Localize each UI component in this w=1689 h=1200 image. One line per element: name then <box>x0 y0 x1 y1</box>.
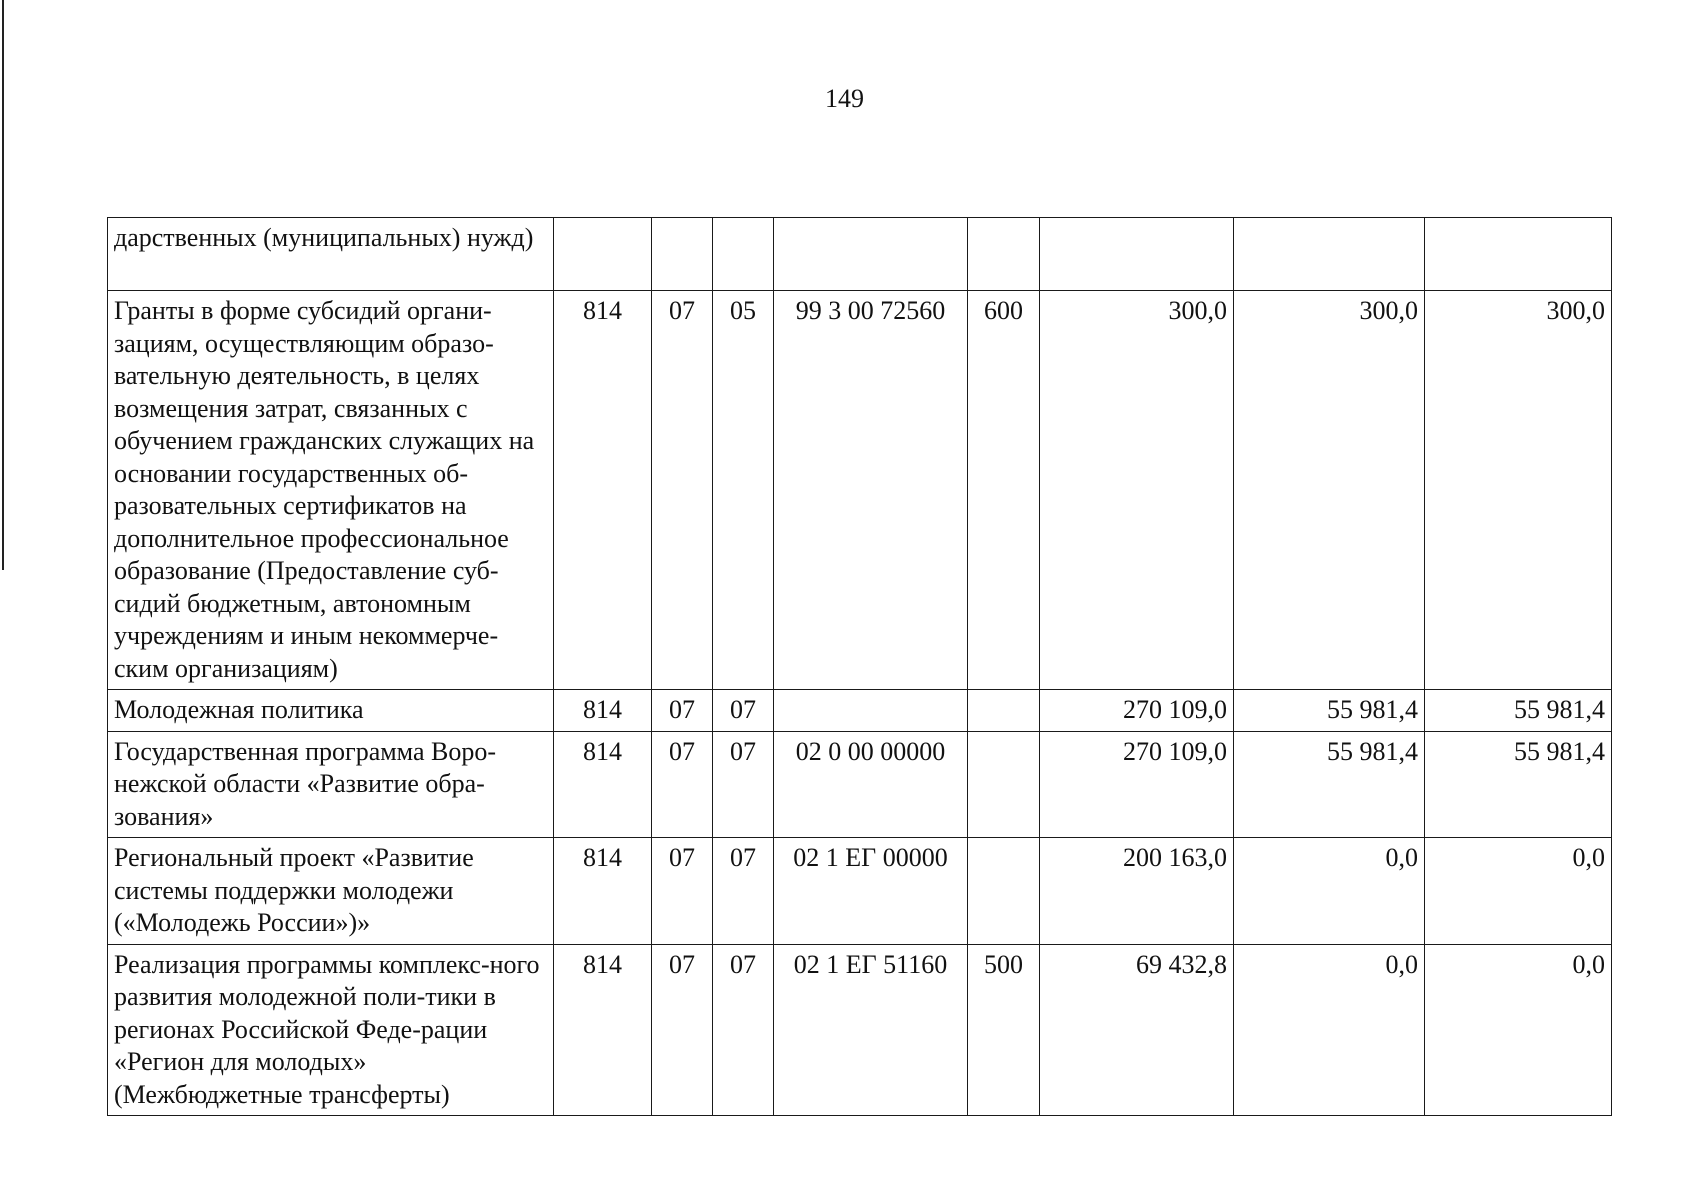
grbs-code <box>554 218 652 291</box>
page-number: 149 <box>825 84 864 113</box>
target-article-code: 99 3 00 72560 <box>774 291 968 690</box>
grbs-code: 814 <box>554 731 652 838</box>
section-code: 07 <box>652 731 713 838</box>
row-name: дарственных (муниципальных) нужд) <box>108 218 554 291</box>
target-article-code: 02 1 ЕГ 00000 <box>774 838 968 945</box>
target-article-code <box>774 218 968 291</box>
subsection-code: 07 <box>713 690 774 732</box>
amount-year-1 <box>1040 218 1234 291</box>
expense-type-code <box>968 690 1040 732</box>
row-name: Региональный проект «Развитие системы поддержки молодежи («Молодежь России»)» <box>108 838 554 945</box>
expense-type-code <box>968 731 1040 838</box>
expense-type-code: 500 <box>968 944 1040 1116</box>
amount-year-2: 0,0 <box>1234 944 1425 1116</box>
section-code: 07 <box>652 690 713 732</box>
row-name: Гранты в форме субсидий органи-зациям, осуществляющим образо-вательную деятельность, в целях возмещения затрат, связанных с обучением гражданских служащих на основании государственных об-разовательных сертификатов на дополнительное профессиональное образование (Предоставление суб-сидий бюджетным, автономным учреждениям и иным некоммерче-ским организациям) <box>108 291 554 690</box>
grbs-code: 814 <box>554 690 652 732</box>
amount-year-2: 55 981,4 <box>1234 690 1425 732</box>
amount-year-2: 300,0 <box>1234 291 1425 690</box>
table-row <box>108 731 1612 838</box>
amount-year-1: 300,0 <box>1040 291 1234 690</box>
subsection-code <box>713 218 774 291</box>
amount-year-3: 0,0 <box>1425 944 1612 1116</box>
amount-year-2: 55 981,4 <box>1234 731 1425 838</box>
table-row <box>108 218 1612 291</box>
amount-year-2 <box>1234 218 1425 291</box>
section-code <box>652 218 713 291</box>
amount-year-2: 0,0 <box>1234 838 1425 945</box>
amount-year-3: 300,0 <box>1425 291 1612 690</box>
subsection-code: 07 <box>713 731 774 838</box>
grbs-code: 814 <box>554 291 652 690</box>
subsection-code: 07 <box>713 838 774 945</box>
row-name: Реализация программы комплекс-ного развития молодежной поли-тики в регионах Российской Феде-рации «Регион для молодых» (Межбюджетные трансферты) <box>108 944 554 1116</box>
row-name: Государственная программа Воро-нежской области «Развитие обра-зования» <box>108 731 554 838</box>
row-name: Молодежная политика <box>108 690 554 732</box>
grbs-code: 814 <box>554 944 652 1116</box>
amount-year-1: 270 109,0 <box>1040 690 1234 732</box>
amount-year-1: 270 109,0 <box>1040 731 1234 838</box>
budget-table <box>107 217 1612 1116</box>
amount-year-1: 200 163,0 <box>1040 838 1234 945</box>
amount-year-3 <box>1425 218 1612 291</box>
section-code: 07 <box>652 291 713 690</box>
target-article-code <box>774 690 968 732</box>
table-row <box>108 690 1612 732</box>
subsection-code: 07 <box>713 944 774 1116</box>
grbs-code: 814 <box>554 838 652 945</box>
section-code: 07 <box>652 838 713 945</box>
subsection-code: 05 <box>713 291 774 690</box>
expense-type-code: 600 <box>968 291 1040 690</box>
target-article-code: 02 0 00 00000 <box>774 731 968 838</box>
amount-year-3: 55 981,4 <box>1425 690 1612 732</box>
section-code: 07 <box>652 944 713 1116</box>
amount-year-1: 69 432,8 <box>1040 944 1234 1116</box>
table-row <box>108 291 1612 690</box>
expense-type-code <box>968 218 1040 291</box>
target-article-code: 02 1 ЕГ 51160 <box>774 944 968 1116</box>
amount-year-3: 55 981,4 <box>1425 731 1612 838</box>
expense-type-code <box>968 838 1040 945</box>
amount-year-3: 0,0 <box>1425 838 1612 945</box>
table-row <box>108 838 1612 945</box>
table-row <box>108 944 1612 1116</box>
